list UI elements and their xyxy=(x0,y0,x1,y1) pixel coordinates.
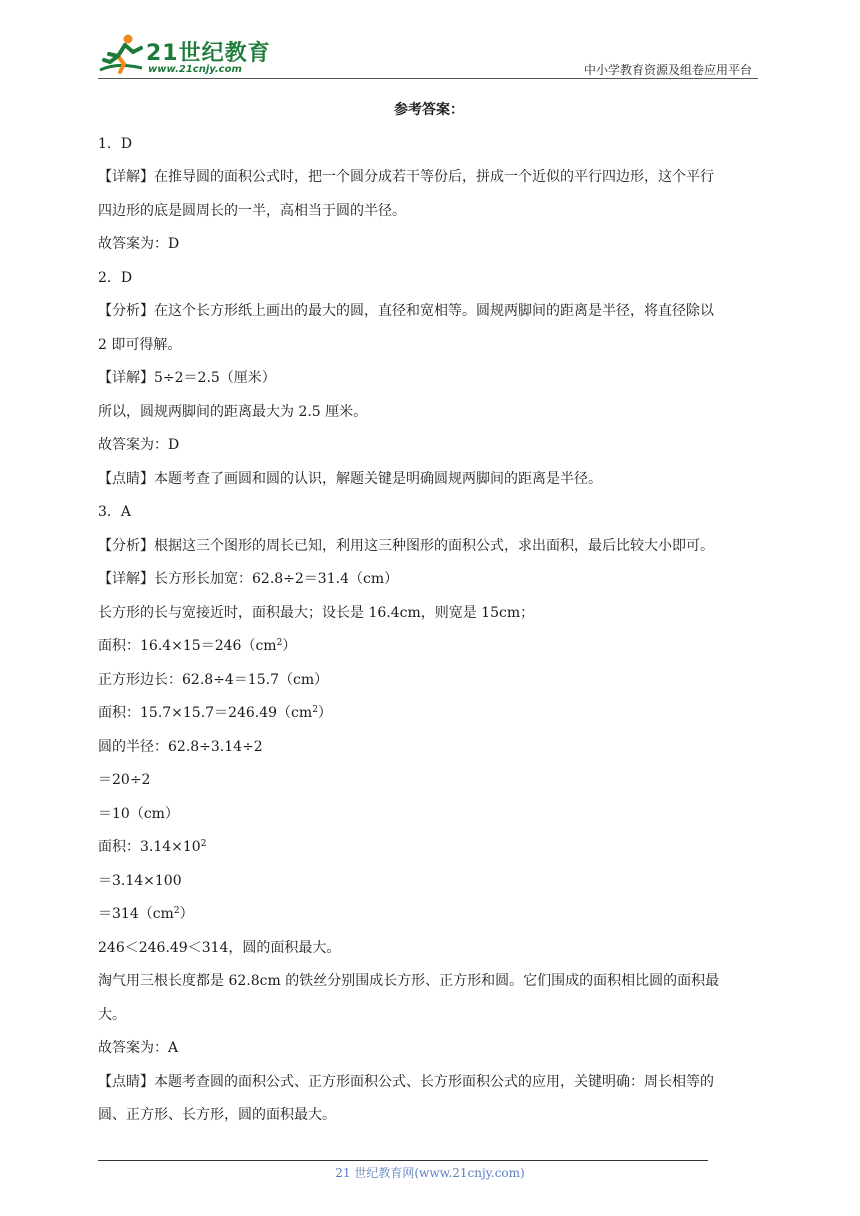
logo-title: 21世纪教育 xyxy=(146,41,271,66)
answer-line xyxy=(98,329,760,363)
answer-line xyxy=(98,396,760,430)
answer-line xyxy=(98,1099,760,1133)
text-run: 【分析】在这个长方形纸上画出的最大的圆，直径和宽相等。圆规两脚间的距离是半径，将直径除以 xyxy=(98,303,714,319)
text-run: 正方形边长：62.8÷4＝15.7（cm） xyxy=(98,671,329,688)
text-run: 【分析】根据这三个图形的周长已知，利用这三种图形的面积公式，求出面积，最后比较大小即可。 xyxy=(98,537,714,554)
answer-line xyxy=(98,932,760,966)
superscript: 2 xyxy=(173,906,180,916)
answer-line xyxy=(98,865,760,899)
answer-line xyxy=(98,262,760,296)
answer-lines xyxy=(98,128,760,1133)
answer-line xyxy=(98,664,760,698)
text-run: 【详解】长方形长加宽：62.8÷2＝31.4（cm） xyxy=(98,571,399,587)
text-run: 淘气用三根长度都是 62.8cm 的铁丝分别围成长方形、正方形和圆。它们围成的面积相比圆的面积最 xyxy=(98,973,720,989)
text-run: 2 即可得解。 xyxy=(98,336,182,353)
text-run: 面积：15.7×15.7＝246.49（cm xyxy=(98,705,313,721)
answer-line xyxy=(98,697,760,731)
text-run: 长方形的长与宽接近时，面积最大；设长是 16.4cm，则宽是 15cm； xyxy=(98,604,535,621)
answer-content xyxy=(98,94,760,1133)
text-run: 四边形的底是圆周长的一半，高相当于圆的半径。 xyxy=(98,202,406,219)
text-run: 大。 xyxy=(98,1006,126,1023)
answer-line xyxy=(98,831,760,865)
answer-line xyxy=(98,731,760,765)
text-run: ） xyxy=(179,906,194,922)
text-run: 【详解】在推导圆的面积公式时，把一个圆分成若干等份后，拼成一个近似的平行四边形，这个平行 xyxy=(98,169,714,185)
page-header xyxy=(98,30,758,80)
answer-line xyxy=(98,898,760,932)
logo-url: www.21cnjy.com xyxy=(148,64,242,75)
answer-line xyxy=(98,1032,760,1066)
text-run: 1．D xyxy=(98,135,133,152)
answer-line xyxy=(98,1066,760,1100)
answer-line xyxy=(98,195,760,229)
header-divider xyxy=(98,78,758,79)
text-run: ＝314（cm xyxy=(98,906,174,922)
answer-line xyxy=(98,429,760,463)
text-run: ＝20÷2 xyxy=(98,772,151,788)
answer-line xyxy=(98,764,760,798)
text-run: 3．A xyxy=(98,504,132,520)
text-run: ） xyxy=(317,705,332,721)
text-run: 故答案为：D xyxy=(98,437,180,453)
platform-name: 中小学教育资源及组卷应用平台 xyxy=(583,63,752,77)
footer-divider xyxy=(98,1160,708,1161)
superscript: 2 xyxy=(276,638,283,648)
text-run: 所以，圆规两脚间的距离最大为 2.5 厘米。 xyxy=(98,403,368,420)
answer-line xyxy=(98,295,760,329)
text-run: 面积：16.4×15＝246（cm xyxy=(98,638,277,654)
text-run: ＝10（cm） xyxy=(98,805,179,822)
answer-line xyxy=(98,228,760,262)
answer-line xyxy=(98,798,760,832)
text-run: 故答案为：A xyxy=(98,1040,179,1056)
answer-line xyxy=(98,563,760,597)
text-run: ＝3.14×100 xyxy=(98,872,182,889)
answer-line xyxy=(98,597,760,631)
text-run: 【点睛】本题考查圆的面积公式、正方形面积公式、长方形面积公式的应用，关键明确：周长相等的 xyxy=(98,1073,714,1090)
answer-line xyxy=(98,463,760,497)
answer-line xyxy=(98,128,760,162)
footer-text: 21 世纪教育网(www.21cnjy.com) xyxy=(335,1166,525,1180)
text-run: 圆的半径：62.8÷3.14÷2 xyxy=(98,738,263,755)
text-run: 246＜246.49＜314，圆的面积最大。 xyxy=(98,939,341,956)
text-run: 2．D xyxy=(98,269,133,286)
text-run: 故答案为：D xyxy=(98,236,180,252)
superscript: 2 xyxy=(312,705,318,715)
text-run: ） xyxy=(282,638,297,654)
answer-line xyxy=(98,362,760,396)
text-run: 【点睛】本题考查了画圆和圆的认识，解题关键是明确圆规两脚间的距离是半径。 xyxy=(98,470,602,487)
superscript: 2 xyxy=(200,839,207,849)
text-run: 圆、正方形、长方形，圆的面积最大。 xyxy=(98,1107,336,1123)
text-run: 【详解】5÷2＝2.5（厘米） xyxy=(98,370,276,386)
answer-line xyxy=(98,161,760,195)
page-title: 参考答案： xyxy=(394,102,464,118)
answer-line xyxy=(98,530,760,564)
answer-line xyxy=(98,965,760,999)
answer-line xyxy=(98,496,760,530)
text-run: 面积：3.14×10 xyxy=(98,839,201,855)
answer-line xyxy=(98,999,760,1033)
logo xyxy=(98,30,271,78)
runner-logo-icon xyxy=(98,32,148,76)
answer-line xyxy=(98,630,760,664)
